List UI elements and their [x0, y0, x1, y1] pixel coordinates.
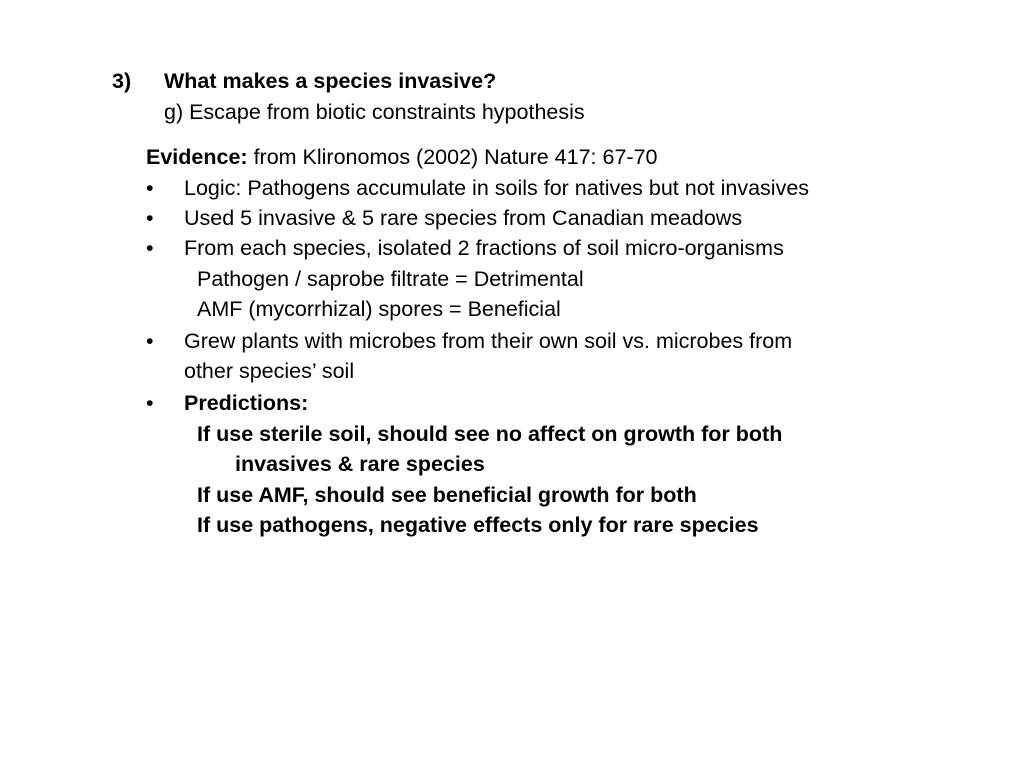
bullet-used: Used 5 invasive & 5 rare species from Canadian meadows [184, 206, 743, 230]
bullet-marker: • [146, 391, 154, 415]
bullet-predictions: Predictions: [184, 391, 309, 415]
bullet-grew-line2: other species’ soil [184, 359, 355, 383]
bullet-marker: • [146, 206, 154, 230]
bullet-from-each-sub1: Pathogen / saprobe filtrate = Detrimental [197, 267, 584, 291]
bullet-marker: • [146, 236, 154, 260]
heading-subtitle: g) Escape from biotic constraints hypothesis [164, 100, 585, 124]
evidence-source: from Klironomos (2002) Nature 417: 67-70 [253, 145, 658, 169]
bullet-marker: • [146, 329, 154, 353]
prediction-sterile-line1: If use sterile soil, should see no affect on growth for both [197, 422, 783, 446]
bullet-marker: • [146, 176, 154, 200]
prediction-pathogens: If use pathogens, negative effects only for rare species [197, 513, 759, 537]
heading-title: What makes a species invasive? [164, 69, 497, 93]
bullet-from-each-sub2: AMF (mycorrhizal) spores = Beneficial [197, 297, 561, 321]
evidence-line [146, 142, 658, 172]
prediction-sterile-line2: invasives & rare species [235, 452, 485, 476]
prediction-amf: If use AMF, should see beneficial growth for both [197, 483, 697, 507]
bullet-from-each: From each species, isolated 2 fractions of soil micro-organisms [184, 236, 784, 260]
heading-number: 3) [112, 69, 132, 93]
bullet-grew-line1: Grew plants with microbes from their own soil vs. microbes from [184, 329, 793, 353]
bullet-logic: Logic: Pathogens accumulate in soils for natives but not invasives [184, 176, 810, 200]
evidence-label: Evidence: [146, 145, 248, 169]
